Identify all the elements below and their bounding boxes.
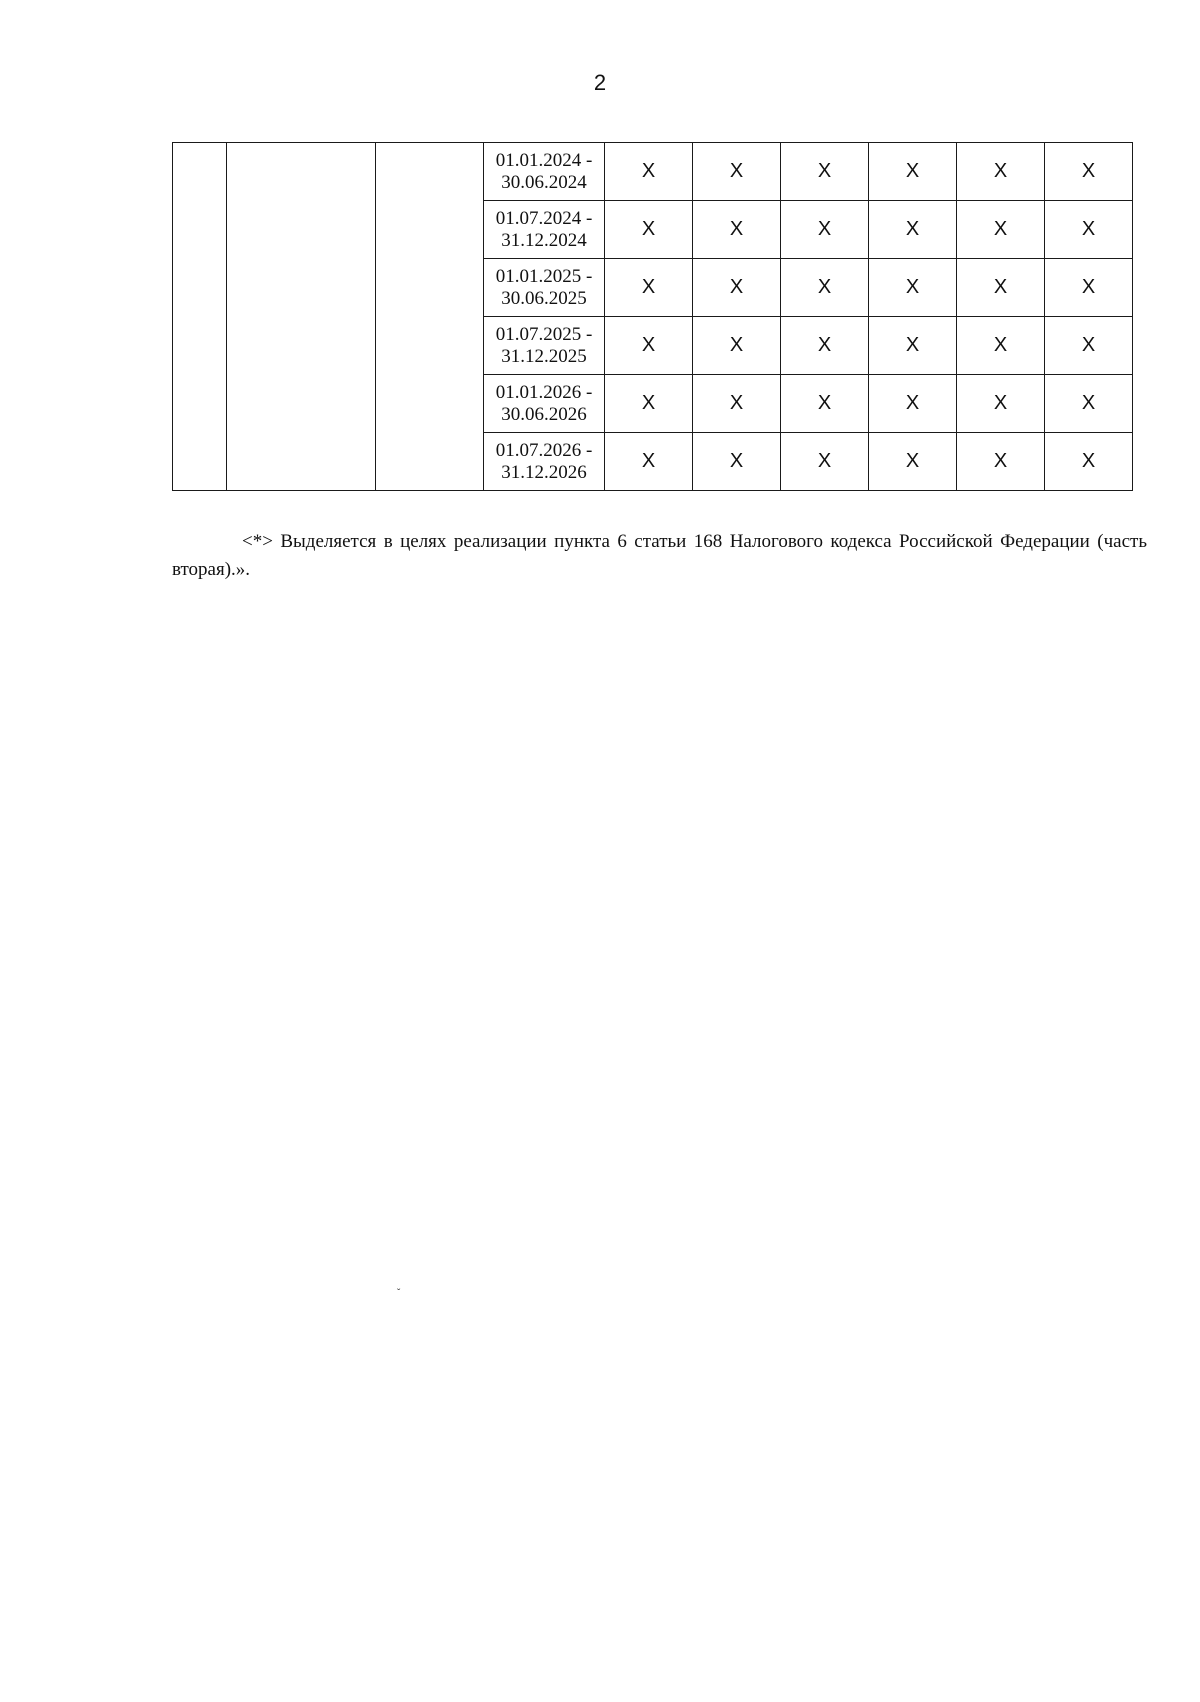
mark-cell: X: [1045, 201, 1133, 259]
mark-cell: X: [869, 433, 957, 491]
period-start: 01.07.2025 -: [495, 323, 593, 345]
period-end: 30.06.2024: [501, 171, 587, 193]
mark-cell: X: [869, 143, 957, 201]
empty-cell-col2: [227, 143, 376, 491]
period-end: 31.12.2024: [501, 229, 587, 251]
mark-cell: X: [605, 201, 693, 259]
footnote: <*> Выделяется в целях реализации пункта 6 статьи 168 Налогового кодекса Российской Федерации (часть вторая).».: [172, 531, 1147, 580]
mark-cell: X: [781, 433, 869, 491]
mark-cell: X: [693, 259, 781, 317]
period-start: 01.07.2024 -: [495, 207, 593, 229]
mark-cell: X: [957, 317, 1045, 375]
mark-cell: X: [605, 259, 693, 317]
empty-cell-col1: [173, 143, 227, 491]
page-number: 2: [593, 70, 607, 95]
mark-cell: X: [869, 317, 957, 375]
table-row: [173, 143, 1133, 201]
mark-cell: X: [605, 317, 693, 375]
schedule-table-body: [173, 143, 1133, 491]
mark-cell: X: [957, 433, 1045, 491]
scan-artifact: ˬ: [397, 1280, 401, 1291]
period-end: 30.06.2026: [501, 403, 587, 425]
period-start: 01.01.2025 -: [495, 265, 593, 287]
period-cell: [484, 201, 605, 259]
period-start: 01.07.2026 -: [495, 439, 593, 461]
mark-cell: X: [781, 201, 869, 259]
mark-cell: X: [605, 375, 693, 433]
mark-cell: X: [1045, 433, 1133, 491]
period-cell: [484, 375, 605, 433]
period-cell: [484, 433, 605, 491]
period-end: 30.06.2025: [501, 287, 587, 309]
mark-cell: X: [781, 375, 869, 433]
mark-cell: X: [693, 317, 781, 375]
mark-cell: X: [957, 375, 1045, 433]
period-cell: [484, 259, 605, 317]
period-cell: [484, 143, 605, 201]
mark-cell: X: [693, 143, 781, 201]
mark-cell: X: [781, 143, 869, 201]
mark-cell: X: [957, 259, 1045, 317]
mark-cell: X: [1045, 317, 1133, 375]
empty-cell-col3: [376, 143, 484, 491]
mark-cell: X: [693, 433, 781, 491]
mark-cell: X: [605, 143, 693, 201]
mark-cell: X: [869, 375, 957, 433]
mark-cell: X: [693, 375, 781, 433]
mark-cell: X: [869, 201, 957, 259]
period-end: 31.12.2026: [501, 461, 587, 483]
mark-cell: X: [1045, 375, 1133, 433]
mark-cell: X: [781, 317, 869, 375]
mark-cell: X: [957, 143, 1045, 201]
mark-cell: X: [1045, 259, 1133, 317]
mark-cell: X: [605, 433, 693, 491]
mark-cell: X: [781, 259, 869, 317]
period-cell: [484, 317, 605, 375]
mark-cell: X: [957, 201, 1045, 259]
schedule-table: [172, 142, 1133, 491]
period-start: 01.01.2026 -: [495, 381, 593, 403]
mark-cell: X: [693, 201, 781, 259]
mark-cell: X: [1045, 143, 1133, 201]
period-end: 31.12.2025: [501, 345, 587, 367]
period-start: 01.01.2024 -: [495, 149, 593, 171]
mark-cell: X: [869, 259, 957, 317]
